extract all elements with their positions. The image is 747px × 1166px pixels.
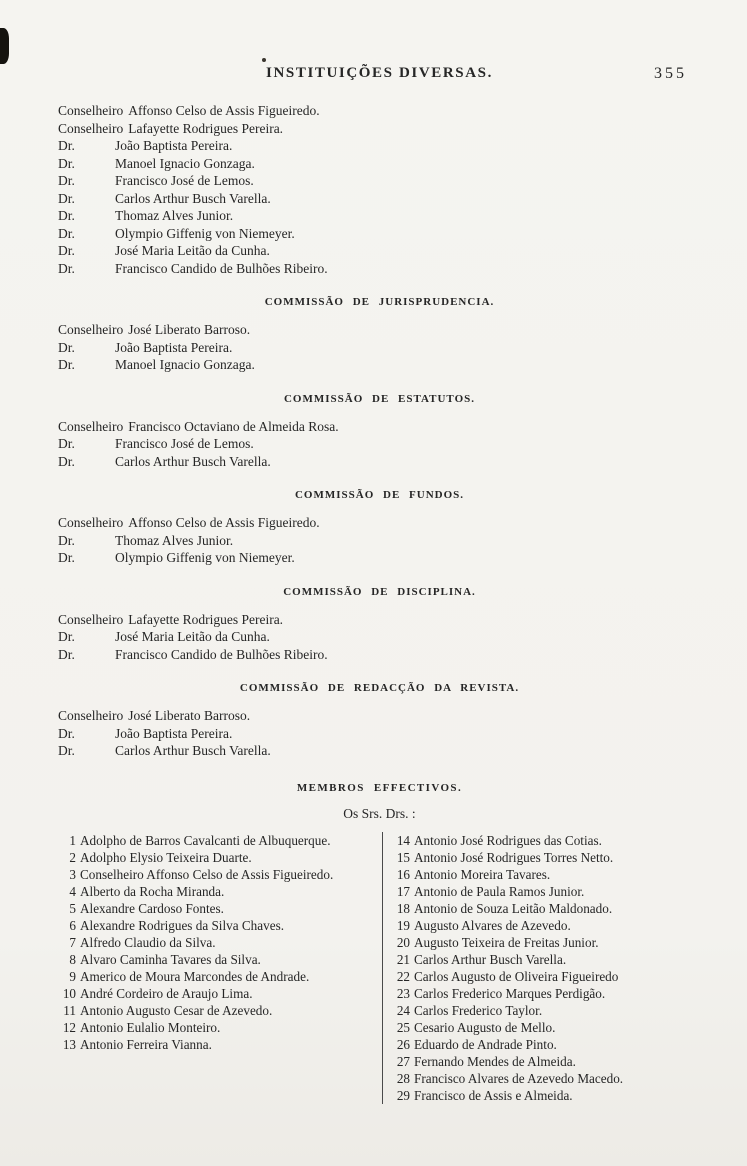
member-number: 7 — [69, 934, 76, 950]
member-honorific: Dr. — [58, 155, 75, 171]
member-honorific: Dr. — [58, 243, 75, 258]
member-name: Alexandre Rodrigues da Silva Chaves. — [80, 917, 284, 933]
member-honorific: Dr. — [58, 436, 75, 451]
member-honorific: Conselheiro — [58, 322, 124, 337]
member-name: Carlos Augusto de Oliveira Figueiredo — [414, 968, 619, 984]
member-number: 27 — [396, 1053, 410, 1069]
numbered-member-line — [392, 1070, 701, 1087]
numbered-member-line — [392, 934, 701, 951]
member-number: 5 — [69, 900, 76, 916]
member-line — [58, 725, 701, 743]
member-line — [58, 453, 701, 471]
numbered-member-line — [392, 849, 701, 866]
member-name: Conselheiro Affonso Celso de Assis Figueiredo. — [80, 866, 334, 882]
member-line — [58, 102, 701, 120]
member-name: João Baptista Pereira. — [115, 725, 233, 741]
member-name: Alvaro Caminha Tavares da Silva. — [80, 951, 261, 967]
member-name: Carlos Frederico Taylor. — [414, 1002, 543, 1018]
member-honorific: Dr. — [58, 339, 75, 355]
member-line — [58, 532, 701, 550]
member-honorific: Conselheiro — [58, 120, 124, 136]
member-name: Antonio de Souza Leitão Maldonado. — [414, 900, 613, 916]
member-line — [58, 242, 701, 260]
member-honorific: Dr. — [58, 173, 75, 188]
numbered-member-line — [58, 832, 376, 849]
member-number: 2 — [69, 849, 76, 865]
membros-column-right — [382, 832, 701, 1104]
member-name: Antonio Eulalio Monteiro. — [80, 1019, 221, 1035]
member-name: Fernando Mendes de Almeida. — [414, 1053, 576, 1069]
member-name: Carlos Arthur Busch Varella. — [414, 951, 567, 967]
member-name: Adolpho de Barros Cavalcanti de Albuquerque. — [80, 832, 331, 848]
member-line — [58, 321, 701, 339]
member-name: Affonso Celso de Assis Figueiredo. — [128, 515, 320, 530]
member-name: Alexandre Cardoso Fontes. — [80, 900, 224, 916]
member-number: 16 — [396, 866, 410, 882]
numbered-member-line — [392, 832, 701, 849]
commission-section — [58, 682, 701, 760]
numbered-member-line — [58, 900, 376, 917]
member-name: Francisco de Assis e Almeida. — [414, 1087, 573, 1103]
commission-members — [58, 707, 701, 760]
member-honorific: Conselheiro — [58, 515, 124, 530]
member-name: Francisco José de Lemos. — [115, 436, 254, 451]
member-line — [58, 155, 701, 173]
member-number: 23 — [396, 985, 410, 1001]
member-line — [58, 418, 701, 436]
member-name: Lafayette Rodrigues Pereira. — [128, 611, 284, 627]
member-name: Antonio de Paula Ramos Junior. — [414, 883, 585, 899]
member-number: 8 — [69, 951, 76, 967]
commission-heading: COMMISSÃO DE REDACÇÃO DA REVISTA. — [239, 682, 520, 694]
numbered-member-line — [392, 1019, 701, 1036]
member-number: 10 — [62, 985, 76, 1001]
scan-artifact-corner — [0, 28, 9, 64]
member-number: 4 — [69, 883, 76, 899]
member-honorific: Dr. — [58, 208, 75, 223]
member-name: José Liberato Barroso. — [128, 322, 251, 337]
member-name: João Baptista Pereira. — [115, 138, 233, 153]
member-name: André Cordeiro de Araujo Lima. — [80, 985, 253, 1001]
membros-columns — [58, 832, 701, 1104]
numbered-member-line — [58, 968, 376, 985]
membros-heading: MEMBROS EFFECTIVOS. — [296, 781, 463, 794]
member-name: Antonio Moreira Tavares. — [414, 866, 551, 882]
numbered-member-line — [392, 1053, 701, 1070]
member-number: 25 — [396, 1019, 410, 1035]
numbered-member-line — [58, 849, 376, 866]
member-line — [58, 137, 701, 155]
member-number: 20 — [396, 934, 410, 950]
member-honorific: Dr. — [58, 532, 75, 548]
member-name: Carlos Arthur Busch Varella. — [115, 453, 271, 469]
member-honorific: Dr. — [58, 138, 75, 153]
scan-artifact-dot — [262, 58, 266, 62]
commission-members — [58, 418, 701, 471]
member-name: Antonio José Rodrigues das Cotias. — [414, 832, 602, 848]
member-honorific: Conselheiro — [58, 611, 124, 627]
running-title: INSTITUIÇÕES DIVERSAS. — [266, 65, 493, 81]
member-honorific: Dr. — [58, 225, 75, 241]
member-line — [58, 514, 701, 532]
numbered-member-line — [58, 934, 376, 951]
member-name: José Maria Leitão da Cunha. — [115, 629, 270, 644]
commission-members — [58, 321, 701, 374]
commission-heading: COMMISSÃO DE JURISPRUDENCIA. — [264, 296, 495, 308]
numbered-member-line — [392, 951, 701, 968]
numbered-member-line — [58, 917, 376, 934]
commission-heading: COMMISSÃO DE ESTATUTOS. — [283, 392, 475, 405]
member-line — [58, 646, 701, 664]
member-honorific: Dr. — [58, 453, 75, 469]
member-number: 6 — [69, 917, 76, 933]
member-number: 3 — [69, 866, 76, 882]
member-honorific: Dr. — [58, 646, 75, 662]
member-name: Alfredo Claudio da Silva. — [80, 934, 216, 950]
member-honorific: Dr. — [58, 550, 75, 565]
member-name: Francisco José de Lemos. — [115, 173, 254, 188]
member-line — [58, 707, 701, 725]
numbered-member-line — [392, 1002, 701, 1019]
member-name: José Liberato Barroso. — [128, 708, 251, 723]
member-name: José Maria Leitão da Cunha. — [115, 243, 270, 258]
member-name: Manoel Ignacio Gonzaga. — [115, 155, 255, 171]
member-number: 21 — [396, 951, 410, 967]
member-name: Antonio Augusto Cesar de Azevedo. — [80, 1002, 273, 1018]
commission-heading: COMMISSÃO DE DISCIPLINA. — [283, 585, 476, 598]
member-name: João Baptista Pereira. — [115, 339, 233, 355]
member-name: Antonio José Rodrigues Torres Netto. — [414, 849, 614, 865]
member-name: Lafayette Rodrigues Pereira. — [128, 120, 284, 136]
member-number: 1 — [69, 832, 76, 848]
member-number: 24 — [396, 1002, 410, 1018]
member-number: 11 — [63, 1002, 76, 1018]
officers-list — [58, 102, 701, 277]
numbered-member-line — [392, 883, 701, 900]
commission-heading: COMMISSÃO DE FUNDOS. — [294, 489, 465, 501]
numbered-member-line — [392, 866, 701, 883]
member-number: 18 — [396, 900, 410, 916]
commission-section — [58, 393, 701, 471]
member-number: 22 — [396, 968, 410, 984]
member-name: Carlos Arthur Busch Varella. — [115, 743, 271, 758]
member-line — [58, 225, 701, 243]
member-honorific: Dr. — [58, 190, 75, 206]
numbered-member-line — [58, 883, 376, 900]
member-name: Thomaz Alves Junior. — [115, 532, 234, 548]
commission-sections — [58, 296, 701, 760]
member-line — [58, 120, 701, 138]
page-number: 355 — [654, 65, 687, 82]
member-name: Carlos Arthur Busch Varella. — [115, 190, 271, 206]
member-honorific: Dr. — [58, 260, 75, 276]
member-name: Thomaz Alves Junior. — [115, 208, 234, 223]
membros-subheading: Os Srs. Drs. : — [343, 805, 416, 821]
member-name: Eduardo de Andrade Pinto. — [414, 1036, 557, 1052]
page-header — [58, 64, 701, 86]
member-line — [58, 207, 701, 225]
commission-members — [58, 514, 701, 567]
member-name: Americo de Moura Marcondes de Andrade. — [80, 968, 310, 984]
member-number: 12 — [62, 1019, 76, 1035]
member-honorific: Dr. — [58, 357, 75, 372]
member-number: 14 — [396, 832, 410, 848]
member-number: 15 — [396, 849, 410, 865]
member-name: Affonso Celso de Assis Figueiredo. — [128, 103, 320, 118]
member-number: 9 — [69, 968, 76, 984]
numbered-member-line — [58, 1036, 376, 1053]
member-line — [58, 611, 701, 629]
member-name: Francisco Octaviano de Almeida Rosa. — [128, 418, 339, 434]
numbered-member-line — [58, 951, 376, 968]
member-line — [58, 628, 701, 646]
numbered-member-line — [392, 917, 701, 934]
member-number: 19 — [396, 917, 410, 933]
member-line — [58, 435, 701, 453]
numbered-member-line — [392, 1087, 701, 1104]
member-honorific: Conselheiro — [58, 708, 124, 723]
member-name: Augusto Teixeira de Freitas Junior. — [414, 934, 599, 950]
member-number: 29 — [396, 1087, 410, 1103]
member-name: Adolpho Elysio Teixeira Duarte. — [80, 849, 252, 865]
member-name: Olympio Giffenig von Niemeyer. — [115, 550, 295, 565]
membros-effectivos-section — [58, 782, 701, 1104]
member-number: 28 — [396, 1070, 410, 1086]
member-name: Antonio Ferreira Vianna. — [80, 1036, 212, 1052]
member-number: 13 — [62, 1036, 76, 1052]
numbered-member-line — [58, 1002, 376, 1019]
numbered-member-line — [58, 985, 376, 1002]
member-line — [58, 549, 701, 567]
numbered-member-line — [58, 1019, 376, 1036]
member-name: Carlos Frederico Marques Perdigão. — [414, 985, 606, 1001]
numbered-member-line — [392, 985, 701, 1002]
member-line — [58, 742, 701, 760]
member-honorific: Dr. — [58, 629, 75, 644]
member-honorific: Dr. — [58, 743, 75, 758]
member-line — [58, 190, 701, 208]
member-name: Francisco Candido de Bulhões Ribeiro. — [115, 646, 328, 662]
member-honorific: Conselheiro — [58, 418, 124, 434]
numbered-member-line — [392, 900, 701, 917]
membros-column-left — [58, 832, 382, 1104]
numbered-member-line — [392, 968, 701, 985]
commission-section — [58, 489, 701, 567]
member-name: Augusto Alvares de Azevedo. — [414, 917, 571, 933]
commission-section — [58, 296, 701, 374]
member-honorific: Conselheiro — [58, 103, 124, 118]
commission-members — [58, 611, 701, 664]
numbered-member-line — [58, 866, 376, 883]
member-line — [58, 260, 701, 278]
numbered-member-line — [392, 1036, 701, 1053]
member-name: Manoel Ignacio Gonzaga. — [115, 357, 255, 372]
member-number: 17 — [396, 883, 410, 899]
member-name: Alberto da Rocha Miranda. — [80, 883, 225, 899]
commission-section — [58, 586, 701, 664]
member-line — [58, 172, 701, 190]
member-name: Francisco Alvares de Azevedo Macedo. — [414, 1070, 624, 1086]
member-name: Francisco Candido de Bulhões Ribeiro. — [115, 260, 328, 276]
member-number: 26 — [396, 1036, 410, 1052]
member-line — [58, 356, 701, 374]
member-honorific: Dr. — [58, 725, 75, 741]
member-name: Olympio Giffenig von Niemeyer. — [115, 225, 295, 241]
member-name: Cesario Augusto de Mello. — [414, 1019, 556, 1035]
member-line — [58, 339, 701, 357]
